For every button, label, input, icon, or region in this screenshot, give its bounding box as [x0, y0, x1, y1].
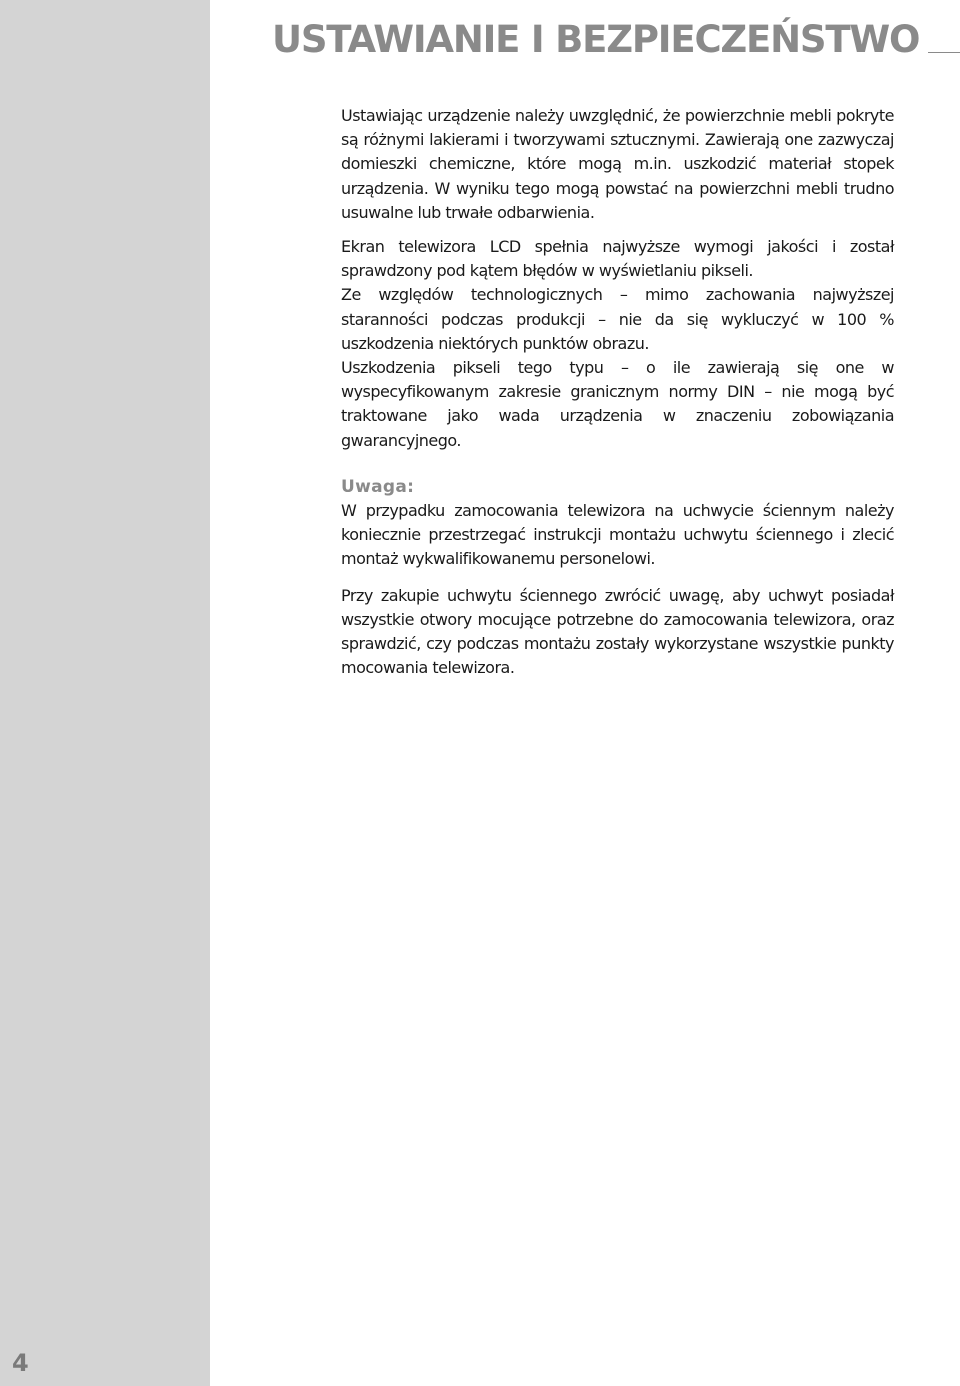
note-wall-bracket-purchase: Przy zakupie uchwytu ściennego zwrócić uwagę, aby uchwyt posiadał wszystkie otwory mocujące potrzebne do zamocowania telewizora, oraz sprawdzić, czy podczas montażu zostały wykorzystane wszystkie punkty mocowania telewizora.: [341, 585, 894, 678]
page-sidebar: [0, 0, 210, 1386]
paragraph-furniture-surfaces: Ustawiając urządzenie należy uwzględnić, że powierzchnie mebli pokryte są różnymi lakierami i tworzywami sztucznymi. Zawierają one zazwyczaj domieszki chemiczne, które mogą m.in. uszkodzić materiał stopek urządzenia. W wyniku tego mogą powstać na powierzchni mebli trudno usuwalne lub trwałe odbarwienia.: [341, 106, 894, 222]
paragraph-din-norm: Uszkodzenia pikseli tego typu – o ile zawierają się one w wyspecyfikowanym zakresie granicznym normy DIN – nie mogą być traktowane jako wada urządzenia w znaczeniu zobowiązania gwarancyjnego.: [341, 358, 894, 450]
title-rule: [928, 52, 960, 53]
page-content: [341, 104, 894, 680]
page-title: USTAWIANIE I BEZPIECZEŃSTWO: [272, 18, 920, 61]
note-heading: Uwaga:: [341, 476, 415, 497]
paragraph-pixel-defects: Ze względów technologicznych – mimo zachowania najwyższej staranności podczas produkcji – nie da się wykluczyć w 100 % uszkodzenia niektórych punktów obrazu.: [341, 285, 894, 353]
note-wall-mount: W przypadku zamocowania telewizora na uchwycie ściennym należy koniecznie przestrzegać instrukcji montażu uchwytu ściennego i zlecić montaż wykwalifikowanemu personelowi.: [341, 501, 894, 569]
paragraph-lcd-quality: Ekran telewizora LCD spełnia najwyższe wymogi jakości i został sprawdzony pod kątem błędów w wyświetlaniu pikseli.: [341, 237, 894, 281]
page-number: 4: [12, 1349, 29, 1377]
